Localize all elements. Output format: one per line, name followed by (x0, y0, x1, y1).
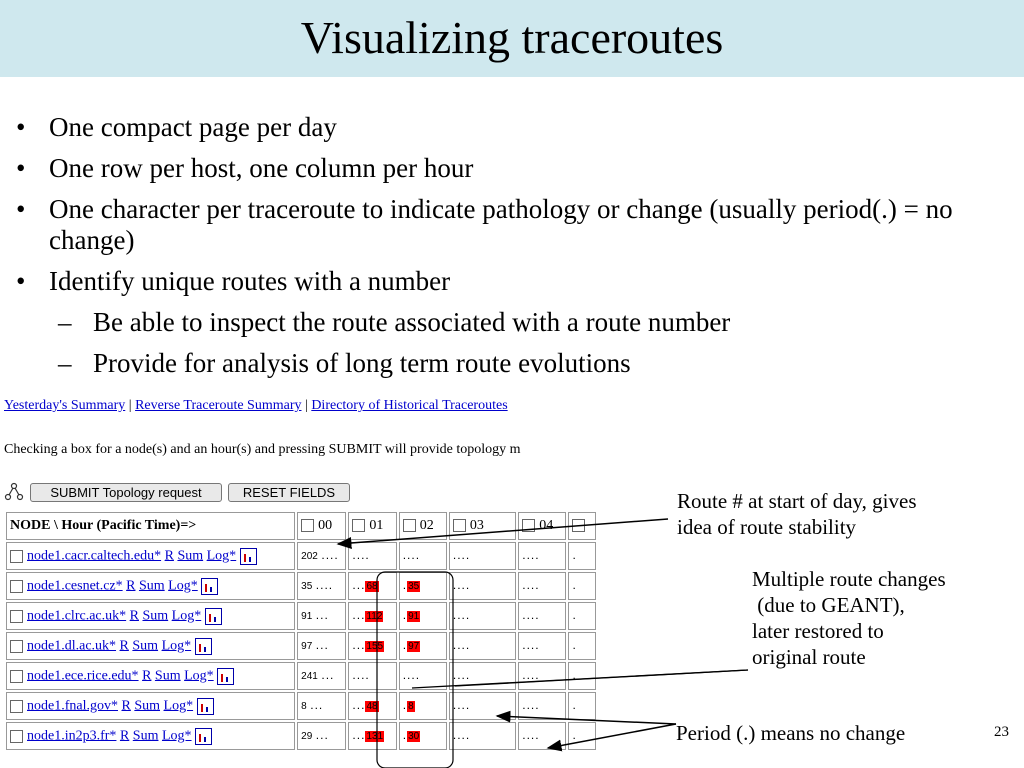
route-number: 35 (301, 581, 313, 592)
traceroute-dots[interactable]: .... (452, 608, 471, 622)
period-callout: Period (.) means no change (676, 721, 906, 745)
route-change-marker[interactable]: 97 (408, 641, 420, 652)
bullet: • One character per traceroute to indicate pathology or change (usually period(.) = no change) (16, 194, 953, 255)
header-label: NODE \ Hour (Pacific Time)=> (6, 512, 295, 540)
route-change-marker[interactable]: 48 (366, 701, 378, 712)
host-link[interactable]: node1.fnal.gov* (27, 698, 118, 714)
sum-link[interactable]: Sum (138, 578, 165, 594)
host-link[interactable]: node1.cesnet.cz* (27, 578, 123, 594)
sum-link[interactable]: Sum (142, 608, 169, 624)
hour-cell: . (568, 572, 596, 600)
log-link[interactable]: Log* (163, 698, 194, 714)
traceroute-dots[interactable]: ... (352, 728, 366, 742)
hour-cell: . (568, 632, 596, 660)
route-start-callout (677, 488, 917, 540)
traceroute-dots[interactable]: .... (402, 668, 421, 682)
traceroute-dots[interactable]: .... (452, 668, 471, 682)
traceroute-dots[interactable]: .... (352, 668, 370, 682)
hour-cell: . (568, 692, 596, 720)
traceroute-dots[interactable]: .... (522, 668, 540, 682)
traceroute-dots[interactable]: .... (402, 548, 421, 562)
host-link[interactable]: node1.dl.ac.uk* (27, 638, 117, 654)
r-link[interactable]: R (129, 608, 139, 624)
route-change-marker[interactable]: 68 (366, 581, 378, 592)
route-change-marker[interactable]: 112 (366, 611, 383, 622)
route-change-marker[interactable]: 155 (366, 641, 384, 652)
traceroute-dots[interactable]: .... (522, 728, 540, 742)
hour-header: 02 (399, 512, 447, 540)
sub-bullet-text: Be able to inspect the route associated with a route number (93, 307, 731, 337)
hour-cell: . (568, 542, 596, 570)
traceroute-dots[interactable]: . (402, 728, 408, 742)
traceroute-dots[interactable]: ... (352, 638, 366, 652)
traceroute-dots[interactable]: .... (522, 698, 540, 712)
sum-link[interactable]: Sum (177, 548, 204, 564)
traceroute-dots[interactable]: ... (352, 578, 366, 592)
hour-cell: . (568, 722, 596, 750)
bullet-text: One row per host, one column per hour (49, 153, 474, 183)
traceroute-dots[interactable]: ... (352, 698, 366, 712)
host-link[interactable]: node1.ece.rice.edu* (27, 668, 139, 684)
traceroute-dots[interactable]: .... (522, 578, 540, 592)
callout-line: Route # at start of day, gives (677, 489, 917, 513)
route-change-marker[interactable]: 8 (408, 701, 414, 712)
hour-header: 04 (518, 512, 566, 540)
callout-line: idea of route stability (677, 515, 857, 539)
route-change-marker[interactable]: 30 (408, 731, 420, 742)
sub-bullet-text: Provide for analysis of long term route evolutions (93, 348, 631, 378)
bullet-text: Identify unique routes with a number (49, 266, 451, 296)
traceroute-dots[interactable]: ... (315, 638, 329, 652)
sum-link[interactable]: Sum (154, 668, 181, 684)
host-link[interactable]: node1.cacr.caltech.edu* (27, 548, 162, 564)
yesterdays-summary-link[interactable]: Yesterday's Summary (4, 398, 126, 413)
host-link[interactable]: node1.in2p3.fr* (27, 728, 117, 744)
route-number: 241 (301, 671, 318, 682)
traceroute-dots[interactable]: .... (452, 548, 471, 562)
traceroute-dots[interactable]: ... (315, 728, 329, 742)
log-link[interactable]: Log* (184, 668, 214, 684)
route-change-marker[interactable]: 131 (366, 731, 384, 742)
submit-topology-button[interactable]: SUBMIT Topology request (30, 483, 222, 502)
route-start-arrow (338, 519, 668, 544)
log-link[interactable]: Log* (161, 728, 192, 744)
callout-line: later restored to (752, 619, 884, 643)
link-separator: | (305, 398, 308, 413)
help-text: Checking a box for a node(s) and an hour(s) and pressing SUBMIT will provide topology m (4, 442, 521, 457)
reverse-traceroute-summary-link[interactable]: Reverse Traceroute Summary (135, 398, 302, 413)
callout-line: (due to GEANT), (752, 593, 905, 617)
host-link[interactable]: node1.clrc.ac.uk* (27, 608, 127, 624)
sum-link[interactable]: Sum (134, 698, 161, 714)
route-change-marker[interactable]: 35 (408, 581, 420, 592)
traceroute-dots[interactable]: .... (452, 728, 471, 742)
route-number: 91 (301, 611, 313, 622)
multiple-changes-line (412, 670, 748, 688)
page-number: 23 (994, 724, 1009, 740)
period-arrow (497, 716, 676, 724)
bullet-text: One compact page per day (49, 112, 337, 142)
route-number: 8 (301, 701, 307, 712)
traceroute-dots[interactable]: ... (321, 668, 335, 682)
historical-traceroutes-link[interactable]: Directory of Historical Traceroutes (311, 398, 508, 413)
traceroute-dots[interactable]: .... (315, 578, 334, 592)
traceroute-dots[interactable]: .... (522, 548, 540, 562)
sum-link[interactable]: Sum (132, 728, 159, 744)
log-link[interactable]: Log* (168, 578, 198, 594)
period-arrow (548, 724, 676, 748)
traceroute-dots[interactable]: .... (352, 548, 370, 562)
route-change-marker[interactable]: 91 (408, 611, 420, 622)
route-number: 29 (301, 731, 313, 742)
traceroute-dots[interactable]: .... (452, 698, 471, 712)
route-change-highlight-box (377, 572, 453, 768)
link-separator: | (128, 398, 132, 413)
traceroute-dots[interactable]: ... (352, 608, 366, 622)
sub-bullet: – Be able to inspect the route associated with a route number (58, 307, 731, 337)
log-link[interactable]: Log* (206, 548, 237, 564)
hour-header: 01 (348, 512, 396, 540)
traceroute-dots[interactable]: . (402, 608, 408, 622)
route-number: 97 (301, 641, 313, 652)
hour-header: 03 (449, 512, 516, 540)
traceroute-dots[interactable]: . (402, 698, 408, 712)
log-link[interactable]: Log* (161, 638, 192, 654)
callout-line: Multiple route changes (752, 567, 946, 591)
reset-fields-button[interactable]: RESET FIELDS (228, 483, 350, 502)
r-link[interactable]: R (164, 548, 174, 564)
multiple-changes-callout (752, 566, 946, 670)
traceroute-dots[interactable]: . (402, 578, 408, 592)
hour-cell: . (568, 602, 596, 630)
sub-bullet: – Provide for analysis of long term route evolutions (58, 348, 631, 378)
traceroute-dots[interactable]: ... (310, 698, 324, 712)
bullet: • Identify unique routes with a number (16, 266, 451, 296)
traceroute-dots[interactable]: .... (522, 608, 540, 622)
hour-header: 00 (297, 512, 346, 540)
bullet: • One compact page per day (16, 112, 337, 142)
r-link[interactable]: R (142, 668, 152, 684)
callout-line: original route (752, 645, 866, 669)
traceroute-dots[interactable]: . (402, 638, 408, 652)
r-link[interactable]: R (119, 638, 129, 654)
r-link[interactable]: R (126, 578, 136, 594)
r-link[interactable]: R (119, 728, 130, 744)
traceroute-dots[interactable]: .... (452, 638, 471, 652)
log-link[interactable]: Log* (171, 608, 202, 624)
route-number: 202 (301, 551, 318, 562)
slide-title: Visualizing traceroutes (300, 12, 724, 63)
traceroute-dots[interactable]: .... (522, 638, 540, 652)
bullet: • One row per host, one column per hour (16, 153, 474, 183)
traceroute-dots[interactable]: .... (321, 548, 339, 562)
sum-link[interactable]: Sum (132, 638, 159, 654)
hour-cell: . (568, 662, 596, 690)
traceroute-dots[interactable]: .... (452, 578, 471, 592)
r-link[interactable]: R (121, 698, 131, 714)
bullet-text: One character per traceroute to indicate pathology or change (usually period(.) = no change) (49, 194, 953, 255)
traceroute-dots[interactable]: ... (315, 608, 329, 622)
